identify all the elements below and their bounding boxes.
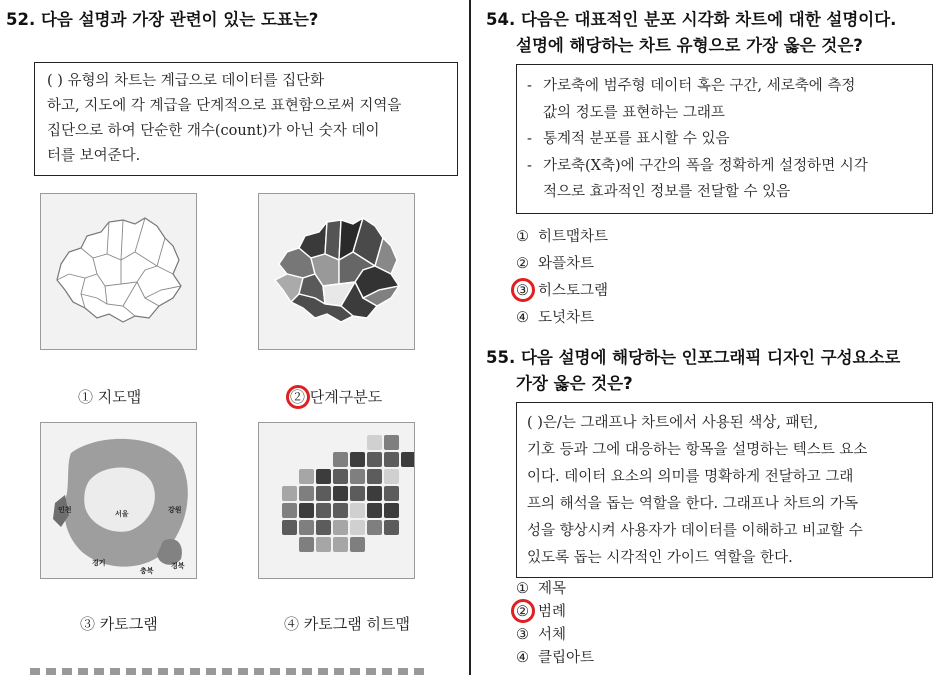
- q54-box-text: 값의 정도를 표현하는 그래프: [543, 104, 725, 121]
- q54-option-4: [516, 308, 594, 329]
- heatmap-tile: [350, 452, 365, 467]
- q52-option-3: [80, 614, 158, 634]
- answer-mark-circle: [286, 385, 310, 409]
- q52-option-4-label: 카토그램 히트맵: [303, 615, 410, 633]
- bullet-dash: -: [527, 157, 532, 174]
- cartogram-label: 경북: [171, 562, 185, 570]
- heatmap-tile: [350, 503, 365, 518]
- q54-option-4-num: ④: [516, 310, 529, 326]
- q55-option-4-num: ④: [516, 650, 529, 666]
- heatmap-tile: [384, 486, 399, 501]
- q54-box-item: [527, 73, 922, 100]
- q54-box-text: 적으로 효과적인 정보를 전달할 수 있음: [543, 184, 791, 200]
- q55-option-4-label: 클립아트: [538, 650, 595, 666]
- q54-option-3-label: 히스토그램: [538, 283, 609, 299]
- answer-mark-circle: [511, 599, 535, 623]
- heatmap-tile: [282, 503, 297, 518]
- q52-option-2-num: ②: [290, 388, 306, 406]
- column-divider: [469, 0, 471, 675]
- heatmap-tile: [299, 469, 314, 484]
- bullet-dash: [527, 100, 543, 127]
- q54-box-text: 통계적 분포를 표시할 수 있음: [543, 131, 730, 147]
- q55-option-1-label: 제목: [538, 581, 567, 597]
- bullet-dash: [527, 179, 543, 206]
- heatmap-tile: [367, 452, 382, 467]
- q55-title-line2: 가장 옳은 것은?: [516, 374, 633, 393]
- q55-option-1: [516, 579, 566, 600]
- q55-box-line: 기호 등과 그에 대응하는 항목을 설명하는 텍스트 요소: [527, 442, 868, 458]
- heatmap-tile: [384, 452, 399, 467]
- q54-description-box: [516, 64, 933, 214]
- heatmap-tile: [333, 486, 348, 501]
- q55-box-line: 성을 향상시켜 사용자가 데이터를 이해하고 비교할 수: [527, 523, 863, 539]
- answer-mark-circle: [511, 278, 535, 302]
- q52-box-line: 집단으로 하여 단순한 개수(count)가 아닌 숫자 데이: [47, 123, 380, 139]
- heatmap-tile: [316, 537, 331, 552]
- heatmap-tile: [367, 486, 382, 501]
- heatmap-tile: [316, 503, 331, 518]
- q52-box-line: 터를 보여준다.: [47, 148, 141, 164]
- q52-option-3-num: ③: [80, 615, 96, 633]
- cartogram-label: 충북: [140, 567, 154, 575]
- q52-description-box: [34, 62, 458, 176]
- q54-option-1-label: 히트맵차트: [538, 229, 609, 245]
- q54-box-item: [527, 153, 922, 180]
- q52-option-2-label: 단계구분도: [309, 388, 383, 406]
- q55-option-2-num: ②: [516, 604, 529, 620]
- q54-option-2: [516, 254, 594, 275]
- q55-title-line1: 55. 다음 설명에 해당하는 인포그래픽 디자인 구성요소로: [486, 348, 901, 367]
- q55-box-line: 프의 해석을 돕는 역할을 한다. 그래프나 차트의 가독: [527, 496, 859, 512]
- heatmap-tile: [333, 469, 348, 484]
- heatmap-tile: [350, 537, 365, 552]
- cartogram-label: 서울: [115, 510, 129, 518]
- choropleth-map-image: [258, 193, 415, 350]
- q54-box-item: [527, 179, 922, 206]
- heatmap-tile: [367, 503, 382, 518]
- q54-option-3-num: ③: [516, 283, 529, 299]
- q54-option-2-num: ②: [516, 256, 529, 272]
- q55-box-line: ( )은/는 그래프나 차트에서 사용된 색상, 패턴,: [527, 415, 819, 431]
- heatmap-tile: [282, 486, 297, 501]
- q54-option-2-label: 와플차트: [538, 256, 595, 272]
- heatmap-tile: [367, 520, 382, 535]
- q54-box-text: 가로축(X축)에 구간의 폭을 정확하게 설정하면 시각: [543, 157, 868, 174]
- heatmap-tile: [367, 435, 382, 450]
- q55-option-3-label: 서체: [538, 627, 567, 643]
- cartogram-image: [40, 422, 197, 579]
- q54-box-item: [527, 126, 922, 153]
- heatmap-tile: [367, 469, 382, 484]
- heatmap-tile: [384, 520, 399, 535]
- q52-option-4: [284, 614, 410, 634]
- q52-option-4-num: ④: [284, 615, 300, 633]
- q55-box-line: 있도록 돕는 시각적인 가이드 역할을 한다.: [527, 550, 793, 566]
- q52-option-1: [78, 387, 141, 407]
- q54-option-4-label: 도넛차트: [538, 310, 595, 326]
- heatmap-tile: [316, 486, 331, 501]
- q52-title: 52. 다음 설명과 가장 관련이 있는 도표는?: [6, 10, 319, 29]
- heatmap-tile: [299, 520, 314, 535]
- q55-box-line: 이다. 데이터 요소의 의미를 명확하게 전달하고 그래: [527, 469, 854, 485]
- bullet-dash: -: [527, 78, 532, 94]
- heatmap-tile: [316, 469, 331, 484]
- cartogram-label: 인천: [58, 506, 72, 514]
- heatmap-tile: [333, 537, 348, 552]
- cartogram-heatmap-image: [258, 422, 415, 579]
- heatmap-tile: [384, 503, 399, 518]
- q52-option-1-label: 지도맵: [97, 388, 142, 406]
- q52-option-1-num: ①: [78, 388, 94, 406]
- heatmap-tile: [299, 486, 314, 501]
- bullet-dash: -: [527, 131, 532, 147]
- heatmap-tile: [384, 435, 399, 450]
- q54-box-item: [527, 100, 922, 127]
- q55-description-box: [516, 402, 933, 578]
- q54-title-line1: 54. 다음은 대표적인 분포 시각화 차트에 대한 설명이다.: [486, 10, 897, 29]
- q55-option-3: [516, 625, 566, 646]
- heatmap-tile: [350, 486, 365, 501]
- heatmap-tile: [333, 503, 348, 518]
- heatmap-tile: [333, 520, 348, 535]
- heatmap-tile: [333, 452, 348, 467]
- cartogram-label: 경기: [92, 559, 106, 567]
- q54-title-line2: 설명에 해당하는 차트 유형으로 가장 옳은 것은?: [516, 36, 863, 55]
- heatmap-tile: [316, 520, 331, 535]
- heatmap-tile: [401, 452, 415, 467]
- cartogram-label: 강원: [168, 506, 182, 514]
- heatmap-tile: [350, 469, 365, 484]
- q52-box-line: 하고, 지도에 각 계급을 단계적으로 표현함으로써 지역을: [47, 98, 402, 114]
- heatmap-tile: [299, 537, 314, 552]
- heatmap-tile: [350, 520, 365, 535]
- q52-box-line: ( ) 유형의 차트는 계급으로 데이터를 집단화: [47, 73, 325, 89]
- next-question-cutoff: [30, 664, 430, 675]
- q52-option-3-label: 카토그램: [99, 615, 158, 633]
- q55-option-4: [516, 648, 594, 669]
- q55-option-3-num: ③: [516, 627, 529, 643]
- q55-option-1-num: ①: [516, 581, 529, 597]
- q55-option-2-label: 범례: [538, 604, 567, 620]
- heatmap-tile: [384, 469, 399, 484]
- heatmap-tile: [299, 503, 314, 518]
- q54-option-1: [516, 227, 608, 248]
- heatmap-tile: [282, 520, 297, 535]
- q54-box-text: 가로축에 범주형 데이터 혹은 구간, 세로축에 측정: [543, 78, 856, 94]
- map-outline-image: [40, 193, 197, 350]
- q54-option-1-num: ①: [516, 229, 529, 245]
